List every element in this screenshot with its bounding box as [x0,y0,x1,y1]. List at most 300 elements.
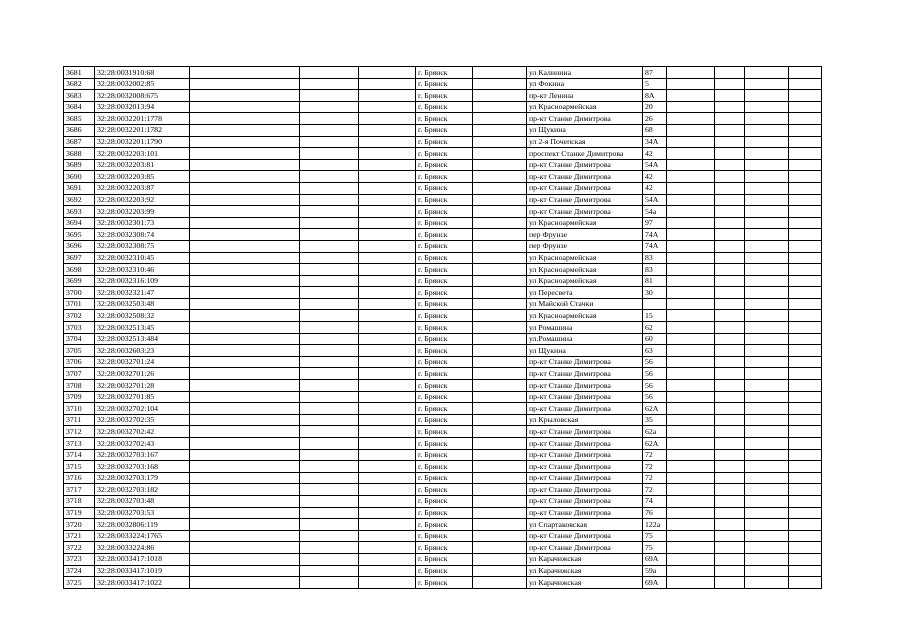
row-number-cell: 3691 [64,182,95,194]
city-cell: г. Брянск [416,78,473,90]
cadastral-number-cell: 32:28:0032703:167 [95,449,190,461]
empty-cell [667,530,715,542]
empty-cell [789,322,822,334]
house-number-cell: 74 [643,495,667,507]
empty-cell [359,182,416,194]
empty-cell [667,345,715,357]
empty-cell [745,287,789,299]
row-number-cell: 3718 [64,495,95,507]
empty-cell [715,136,745,148]
table-row [64,438,822,450]
empty-cell [359,310,416,322]
house-number-cell: 54А [643,159,667,171]
empty-cell [190,90,300,102]
house-number-cell: 15 [643,310,667,322]
street-cell: ул Красноармейская [527,101,643,113]
empty-cell [789,171,822,183]
street-cell: пр-кт Станке Димитрова [527,530,643,542]
table-row [64,472,822,484]
empty-cell [473,90,527,102]
cadastral-number-cell: 32:28:0032701:24 [95,356,190,368]
empty-cell [473,240,527,252]
house-number-cell: 59а [643,565,667,577]
empty-cell [190,182,300,194]
house-number-cell: 122а [643,519,667,531]
empty-cell [745,148,789,160]
empty-cell [300,507,359,519]
table-row [64,101,822,113]
empty-cell [300,495,359,507]
empty-cell [789,287,822,299]
street-cell: ул 2-я Почепская [527,136,643,148]
empty-cell [789,90,822,102]
street-cell: ул Красноармейская [527,252,643,264]
empty-cell [667,124,715,136]
empty-cell [359,507,416,519]
empty-cell [667,67,715,79]
empty-cell [190,159,300,171]
cadastral-number-cell: 32:28:0032203:92 [95,194,190,206]
empty-cell [473,461,527,473]
empty-cell [789,484,822,496]
empty-cell [190,310,300,322]
empty-cell [473,414,527,426]
empty-cell [789,310,822,322]
empty-cell [667,461,715,473]
cadastral-number-cell: 32:28:0032702:104 [95,403,190,415]
empty-cell [190,194,300,206]
empty-cell [300,577,359,589]
empty-cell [667,333,715,345]
row-number-cell: 3696 [64,240,95,252]
empty-cell [300,345,359,357]
house-number-cell: 54а [643,206,667,218]
house-number-cell: 69А [643,577,667,589]
empty-cell [667,449,715,461]
city-cell: г. Брянск [416,264,473,276]
street-cell: ул Ромашина [527,322,643,334]
house-number-cell: 72 [643,472,667,484]
empty-cell [473,229,527,241]
cadastral-number-cell: 32:28:0032701:85 [95,391,190,403]
table-row [64,449,822,461]
empty-cell [473,148,527,160]
empty-cell [473,449,527,461]
row-number-cell: 3722 [64,542,95,554]
row-number-cell: 3724 [64,565,95,577]
empty-cell [745,229,789,241]
empty-cell [359,275,416,287]
row-number-cell: 3688 [64,148,95,160]
table-row [64,252,822,264]
house-number-cell: 56 [643,356,667,368]
empty-cell [359,461,416,473]
empty-cell [473,159,527,171]
cadastral-number-cell: 32:28:0032321:47 [95,287,190,299]
empty-cell [300,171,359,183]
empty-cell [359,229,416,241]
row-number-cell: 3710 [64,403,95,415]
empty-cell [715,484,745,496]
empty-cell [667,472,715,484]
city-cell: г. Брянск [416,530,473,542]
empty-cell [359,438,416,450]
empty-cell [359,391,416,403]
house-number-cell: 42 [643,182,667,194]
empty-cell [789,194,822,206]
empty-cell [190,403,300,415]
empty-cell [745,182,789,194]
empty-cell [190,484,300,496]
table-row [64,217,822,229]
cadastral-number-cell: 32:28:0032310:45 [95,252,190,264]
row-number-cell: 3711 [64,414,95,426]
cadastral-number-cell: 32:28:0032703:53 [95,507,190,519]
cadastral-number-cell: 32:28:0032702:43 [95,438,190,450]
row-number-cell: 3692 [64,194,95,206]
row-number-cell: 3698 [64,264,95,276]
empty-cell [359,264,416,276]
empty-cell [473,322,527,334]
house-number-cell: 8А [643,90,667,102]
empty-cell [359,519,416,531]
empty-cell [789,264,822,276]
empty-cell [789,240,822,252]
empty-cell [473,391,527,403]
street-cell: пр-кт Станке Димитрова [527,495,643,507]
empty-cell [190,391,300,403]
empty-cell [789,368,822,380]
table-row [64,519,822,531]
empty-cell [190,287,300,299]
city-cell: г. Брянск [416,171,473,183]
row-number-cell: 3687 [64,136,95,148]
table-row [64,403,822,415]
row-number-cell: 3716 [64,472,95,484]
cadastral-number-cell: 32:28:0032310:46 [95,264,190,276]
street-cell: ул Щукина [527,124,643,136]
empty-cell [715,67,745,79]
empty-cell [667,414,715,426]
cadastral-number-cell: 32:28:0032008:675 [95,90,190,102]
empty-cell [190,333,300,345]
empty-cell [300,542,359,554]
empty-cell [745,90,789,102]
street-cell: пр-кт Станке Димитрова [527,368,643,380]
cadastral-number-cell: 32:28:0032203:99 [95,206,190,218]
empty-cell [715,449,745,461]
city-cell: г. Брянск [416,124,473,136]
street-cell: ул Пересвета [527,287,643,299]
cadastral-number-cell: 32:28:0032513:484 [95,333,190,345]
empty-cell [667,287,715,299]
house-number-cell: 56 [643,391,667,403]
empty-cell [715,275,745,287]
empty-cell [300,240,359,252]
empty-cell [745,426,789,438]
street-cell: ул Карачижская [527,553,643,565]
empty-cell [745,530,789,542]
empty-cell [745,414,789,426]
empty-cell [667,171,715,183]
empty-cell [473,356,527,368]
empty-cell [473,252,527,264]
empty-cell [745,368,789,380]
table-row [64,194,822,206]
empty-cell [359,356,416,368]
empty-cell [300,333,359,345]
table-row [64,78,822,90]
empty-cell [473,484,527,496]
empty-cell [789,542,822,554]
empty-cell [300,217,359,229]
house-number-cell: 68 [643,124,667,136]
empty-cell [359,542,416,554]
street-cell: пр-кт Станке Димитрова [527,391,643,403]
empty-cell [789,426,822,438]
empty-cell [667,113,715,125]
empty-cell [300,206,359,218]
empty-cell [745,206,789,218]
empty-cell [359,101,416,113]
city-cell: г. Брянск [416,391,473,403]
empty-cell [300,159,359,171]
table-row [64,159,822,171]
empty-cell [359,333,416,345]
empty-cell [473,101,527,113]
empty-cell [745,159,789,171]
empty-cell [300,380,359,392]
row-number-cell: 3725 [64,577,95,589]
row-number-cell: 3720 [64,519,95,531]
empty-cell [789,495,822,507]
empty-cell [745,507,789,519]
empty-cell [190,449,300,461]
empty-cell [190,252,300,264]
empty-cell [667,159,715,171]
city-cell: г. Брянск [416,403,473,415]
cadastral-number-cell: 32:28:0033224:1765 [95,530,190,542]
city-cell: г. Брянск [416,414,473,426]
empty-cell [667,380,715,392]
row-number-cell: 3683 [64,90,95,102]
table-row [64,484,822,496]
empty-cell [745,217,789,229]
cadastral-number-cell: 32:28:0032201:1782 [95,124,190,136]
row-number-cell: 3719 [64,507,95,519]
empty-cell [745,333,789,345]
street-cell: пр-кт Станке Димитрова [527,472,643,484]
city-cell: г. Брянск [416,194,473,206]
street-cell: пр-кт Станке Димитрова [527,171,643,183]
cadastral-number-cell: 32:28:0032002:85 [95,78,190,90]
city-cell: г. Брянск [416,310,473,322]
empty-cell [667,252,715,264]
empty-cell [715,565,745,577]
house-number-cell: 74А [643,229,667,241]
empty-cell [745,380,789,392]
empty-cell [745,403,789,415]
empty-cell [667,78,715,90]
empty-cell [473,182,527,194]
empty-cell [300,391,359,403]
empty-cell [359,217,416,229]
empty-cell [473,530,527,542]
empty-cell [300,67,359,79]
row-number-cell: 3721 [64,530,95,542]
empty-cell [789,124,822,136]
empty-cell [300,414,359,426]
city-cell: г. Брянск [416,148,473,160]
empty-cell [359,414,416,426]
empty-cell [300,322,359,334]
empty-cell [789,298,822,310]
empty-cell [789,275,822,287]
empty-cell [745,577,789,589]
empty-cell [715,530,745,542]
cadastral-number-cell: 32:28:0032701:28 [95,380,190,392]
empty-cell [359,171,416,183]
empty-cell [789,530,822,542]
empty-cell [300,298,359,310]
empty-cell [300,403,359,415]
empty-cell [359,577,416,589]
street-cell: ул Красноармейская [527,217,643,229]
empty-cell [715,78,745,90]
house-number-cell: 5 [643,78,667,90]
empty-cell [745,461,789,473]
empty-cell [300,565,359,577]
empty-cell [359,90,416,102]
table-row [64,414,822,426]
table-row [64,565,822,577]
empty-cell [715,264,745,276]
city-cell: г. Брянск [416,67,473,79]
empty-cell [300,287,359,299]
empty-cell [667,426,715,438]
empty-cell [473,264,527,276]
empty-cell [789,380,822,392]
empty-cell [190,113,300,125]
empty-cell [190,414,300,426]
empty-cell [359,403,416,415]
table-row [64,391,822,403]
empty-cell [715,380,745,392]
row-number-cell: 3703 [64,322,95,334]
empty-cell [190,438,300,450]
empty-cell [359,484,416,496]
empty-cell [473,380,527,392]
empty-cell [745,264,789,276]
house-number-cell: 54А [643,194,667,206]
house-number-cell: 74А [643,240,667,252]
cadastral-number-cell: 32:28:0032203:85 [95,171,190,183]
row-number-cell: 3685 [64,113,95,125]
row-number-cell: 3690 [64,171,95,183]
empty-cell [359,194,416,206]
cadastral-number-cell: 32:28:0032702:42 [95,426,190,438]
house-number-cell: 30 [643,287,667,299]
city-cell: г. Брянск [416,159,473,171]
house-number-cell: 62А [643,403,667,415]
street-cell: пр-кт Станке Димитрова [527,542,643,554]
street-cell: пр-кт Станке Димитрова [527,403,643,415]
house-number-cell: 62 [643,322,667,334]
empty-cell [745,519,789,531]
empty-cell [190,519,300,531]
empty-cell [190,426,300,438]
table-row [64,310,822,322]
house-number-cell: 83 [643,252,667,264]
street-cell: ул Карачижская [527,577,643,589]
row-number-cell: 3708 [64,380,95,392]
empty-cell [715,90,745,102]
empty-cell [745,391,789,403]
empty-cell [715,287,745,299]
house-number-cell: 87 [643,67,667,79]
empty-cell [473,403,527,415]
house-number-cell: 76 [643,507,667,519]
empty-cell [359,287,416,299]
empty-cell [190,530,300,542]
empty-cell [190,507,300,519]
empty-cell [300,461,359,473]
empty-cell [667,298,715,310]
empty-cell [667,565,715,577]
empty-cell [789,553,822,565]
empty-cell [190,229,300,241]
row-number-cell: 3684 [64,101,95,113]
table-row [64,356,822,368]
house-number-cell: 60 [643,333,667,345]
empty-cell [190,264,300,276]
empty-cell [667,403,715,415]
empty-cell [667,356,715,368]
empty-cell [190,368,300,380]
empty-cell [789,159,822,171]
empty-cell [473,310,527,322]
city-cell: г. Брянск [416,438,473,450]
table-row [64,136,822,148]
table-row [64,542,822,554]
empty-cell [473,368,527,380]
empty-cell [789,229,822,241]
row-number-cell: 3693 [64,206,95,218]
table-row [64,461,822,473]
city-cell: г. Брянск [416,345,473,357]
empty-cell [745,124,789,136]
empty-cell [745,472,789,484]
empty-cell [789,414,822,426]
city-cell: г. Брянск [416,217,473,229]
empty-cell [300,101,359,113]
city-cell: г. Брянск [416,136,473,148]
empty-cell [190,217,300,229]
empty-cell [667,217,715,229]
city-cell: г. Брянск [416,380,473,392]
row-number-cell: 3723 [64,553,95,565]
empty-cell [715,403,745,415]
street-cell: ул Майской Стачки [527,298,643,310]
cadastral-number-cell: 32:28:0032508:32 [95,310,190,322]
empty-cell [359,553,416,565]
house-number-cell: 72 [643,449,667,461]
row-number-cell: 3700 [64,287,95,299]
row-number-cell: 3695 [64,229,95,241]
empty-cell [745,113,789,125]
city-cell: г. Брянск [416,356,473,368]
row-number-cell: 3701 [64,298,95,310]
